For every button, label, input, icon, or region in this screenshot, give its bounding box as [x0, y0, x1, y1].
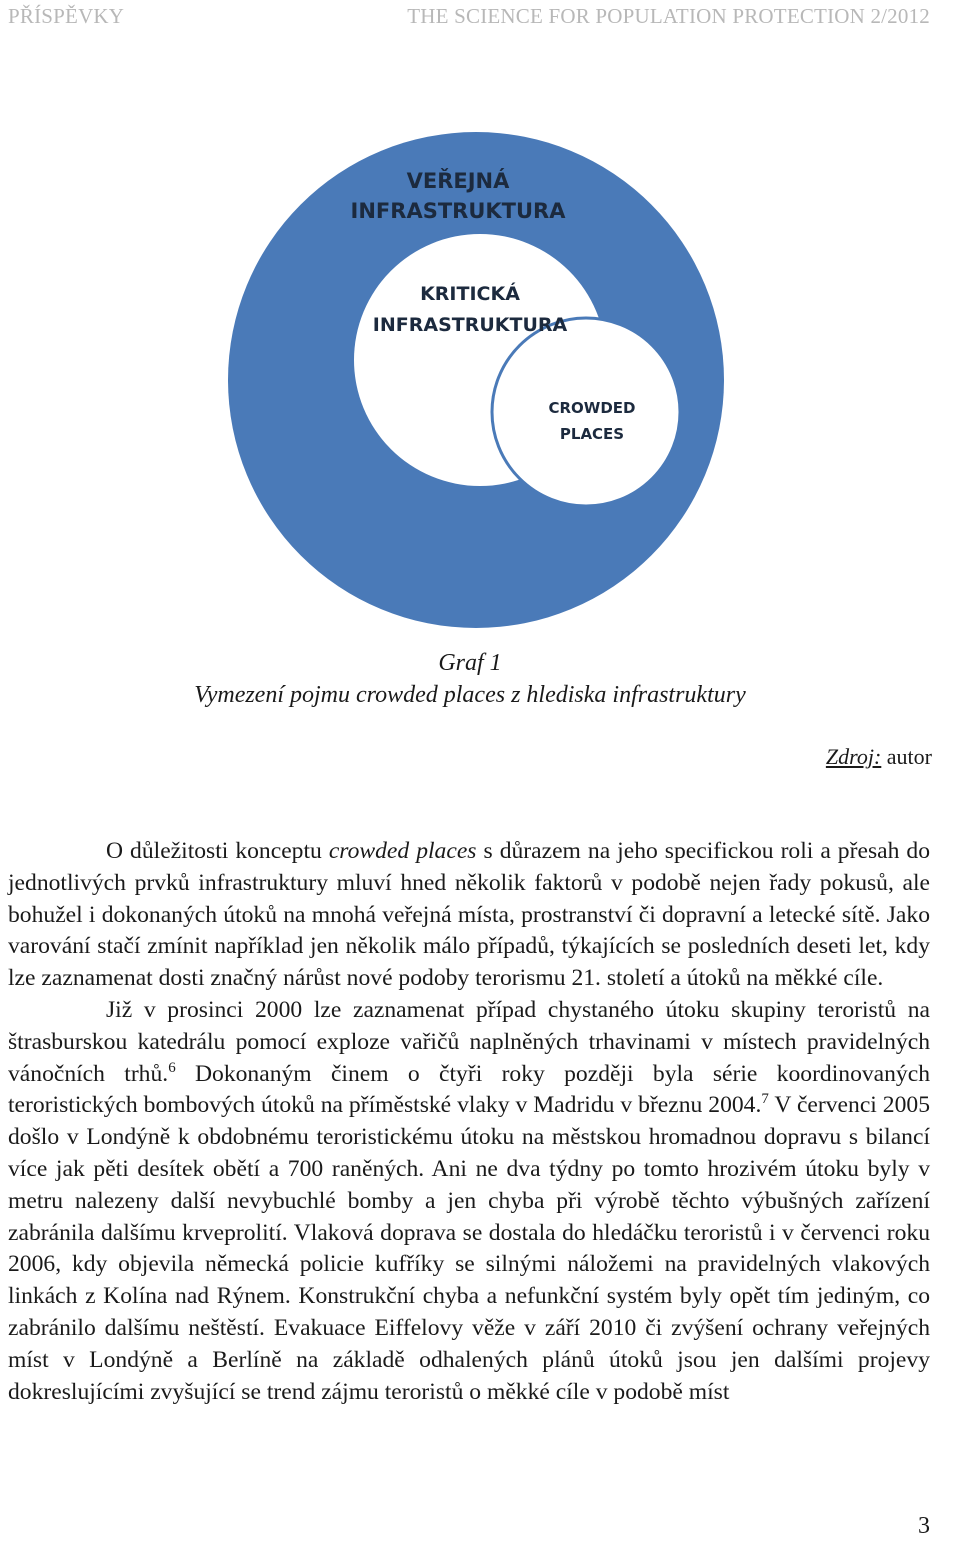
infrastructure-diagram: [0, 0, 960, 640]
figure-number: Graf 1: [438, 650, 502, 676]
inner-label-line2: PLACES: [559, 425, 625, 443]
nested-circles-diagram: [0, 0, 960, 640]
paragraph-1-text-a: O důležitosti konceptu: [106, 838, 329, 864]
figure-source: [826, 744, 932, 770]
header-section-label: PŘÍSPĚVKY: [8, 4, 125, 28]
paragraph-2-text-c: V červenci 2005 došlo v Londýně k obdobnému teroristickému útoku na městskou hromadnou dopravu s bilancí více jak pěti desítek obětí a 700 raněných. Ani ne dva týdny po tomto hrozivém útoku byly v metru nalezeny další nevybuchlé bomby a jen chyba při výrobě těchto výbušných zařízení zabránila dalšímu krveprolití. Vlaková doprava se dostala do hledáčku teroristů i v červenci roku 2006, kdy objevila německá policie kufříky se silnými náložemi na pravidelných vlakových linkách z Kolína nad Rýnem. Konstrukční chyba a nefunkční systém byly opět tím jediným, co zabránilo dalšímu neštěstí. Evakuace Eiffelovy věže v září 2010 či zvýšení ochrany veřejných míst v Londýně a Berlíně na základě odhalených plánů útoků jsou jen dalšími projevy dokreslujícími zvyšující se trend zájmu teroristů o měkké cíle v podobě míst: [8, 1092, 930, 1405]
paragraph-1-text-b: s důrazem na jeho specifickou roli a přesah do jednotlivých prvků infrastruktury mluví hned několik faktorů v podobě nejen řady pokusů, ale bohužel i dokonaných útoků na mnohá veřejná místa, prostranství či dopravní a letecké sítě. Jako varování stačí zmínit například jen několik málo případů, týkajících se posledních deseti let, kdy lze zaznamenat dosti značný nárůst nové podoby terorismu 21. století a útoků na měkké cíle.: [8, 838, 930, 992]
paragraph-1-term: crowded places: [328, 838, 477, 864]
paragraph-2: [8, 995, 930, 1408]
source-value: autor: [881, 744, 932, 769]
middle-label-line1: KRITICKÁ: [420, 283, 520, 305]
outer-label-line2: INFRASTRUKTURA: [350, 199, 566, 223]
paragraph-2-text-b: Dokonaným činem o čtyři roky později byla série koordinovaných teroristických bombových útoků na příměstské vlaky v Madridu v březnu 2004.: [8, 1060, 931, 1119]
figure-caption: Vymezení pojmu crowded places z hlediska infrastruktury: [194, 682, 746, 708]
source-label: Zdroj:: [825, 744, 882, 769]
outer-label-line1: VEŘEJNÁ: [406, 169, 510, 193]
footnote-ref-7[interactable]: 7: [761, 1091, 769, 1108]
inner-label-line1: CROWDED: [548, 399, 636, 417]
paragraph-1: [8, 836, 930, 995]
article-body: [8, 836, 930, 1408]
middle-label-line2: INFRASTRUKTURA: [372, 314, 568, 336]
header-journal-title: THE SCIENCE FOR POPULATION PROTECTION 2/2012: [407, 4, 930, 28]
footnote-ref-6[interactable]: 6: [168, 1059, 176, 1076]
page-number: 3: [918, 1513, 930, 1539]
paragraph-2-text-a: Již v prosinci 2000 lze zaznamenat případ chystaného útoku skupiny teroristů na štrasburskou katedrálu pomocí exploze vařičů naplněných trhavinami v místech pravidelných vánočních trhů.: [8, 996, 930, 1087]
